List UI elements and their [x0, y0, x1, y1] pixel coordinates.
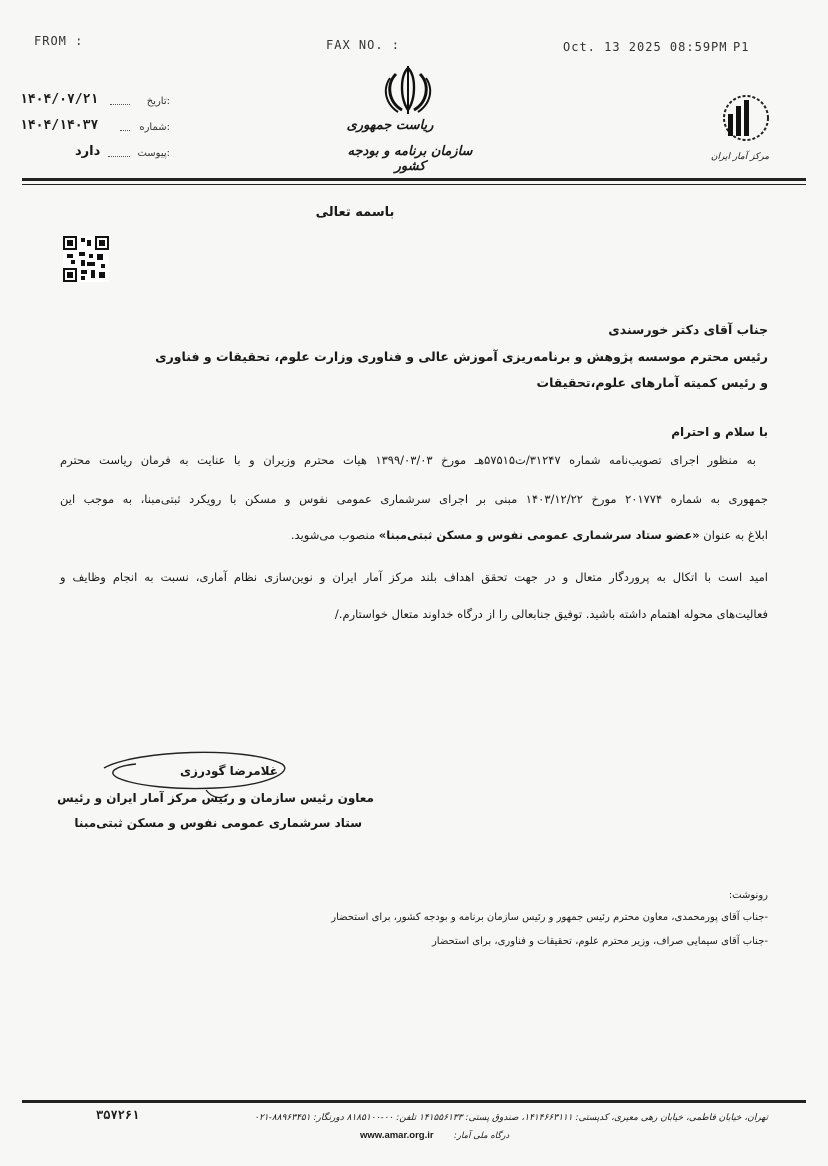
- body-line-5: فعالیت‌های محوله اهتمام داشته باشید. توفیق جنابعالی را از درگاه خداوند متعال خواستارم./: [334, 607, 768, 621]
- fax-number-label: FAX NO. :: [326, 38, 401, 52]
- body-line-3-prefix: ابلاغ به عنوان: [703, 528, 768, 542]
- sci-logo-icon: [714, 92, 770, 148]
- meta-number-value: ۱۴۰۴/۱۴۰۳۷: [20, 118, 99, 133]
- fax-from-label: FROM :: [34, 34, 84, 48]
- fax-timestamp: Oct. 13 2025 08:59PM: [563, 40, 728, 54]
- footer-website[interactable]: www.amar.org.ir: [360, 1130, 434, 1141]
- meta-number-dots: [120, 130, 130, 131]
- body-line-2: جمهوری به شماره ۲۰۱۷۷۴ مورخ ۱۴۰۳/۱۲/۲۲ مبنی بر اجرای سرشماری عمومی نفوس و مسکن با رویکرد ثبتی‌مبنا، به موجب این: [60, 492, 768, 506]
- meta-number-row: [20, 118, 170, 136]
- meta-attachment-value: دارد: [75, 144, 101, 159]
- footer-address: تهران، خیابان فاطمی، خیابان رهی معیری، کدپستی: ۱۴۱۴۶۶۳۱۱۱، صندوق پستی: ۱۴۱۵۵۶۱۳۳ تلفن: ۰۰-۸۱۸۵۱۰۰ دورنگار: ۸۸۹۶۳۴۵۱-۰۲۱: [254, 1113, 768, 1123]
- header-rule-thin: [22, 184, 806, 185]
- footer-code: ۳۵۷۲۶۱: [96, 1108, 140, 1122]
- recipient-name: جناب آقای دکتر خورسندی: [608, 322, 768, 337]
- org-line2: سازمان برنامه و بودجه کشور: [347, 144, 473, 174]
- cc-line-2: -جناب آقای سیمایی صراف، وزیر محترم علوم، تحقیقات و فناوری، برای استحضار: [431, 936, 768, 947]
- meta-block: [20, 92, 170, 162]
- signatory-name: غلامرضا گودرزی: [180, 764, 278, 778]
- cc-label: رونوشت:: [728, 890, 768, 901]
- body-line-3: [291, 528, 768, 542]
- body-line-3-suffix: منصوب می‌شوید.: [290, 528, 376, 542]
- header-rule-thick: [22, 178, 806, 181]
- signatory-title-2: ستاد سرشماری عمومی نفوس و مسکن ثبتی‌مبنا: [74, 816, 362, 830]
- recipient-committee: و رئیس کمیته آمارهای علوم،تحقیقات: [536, 375, 768, 390]
- body-line-3-role: «عضو ستاد سرشماری عمومی نفوس و مسکن ثبتی‌مبنا»: [378, 528, 700, 542]
- meta-attachment-label: پیوست:: [137, 148, 170, 159]
- qr-code[interactable]: [63, 236, 109, 282]
- footer-rule: [22, 1100, 806, 1103]
- body-line-1: به منظور اجرای تصویب‌نامه شماره ۳۱۲۴۷/ت۵۷۵۱۵هـ مورخ ۱۳۹۹/۰۳/۰۳ هیات محترم وزیران و با عنایت به فرمان ریاست محترم: [60, 453, 756, 467]
- cc-line-1: -جناب آقای پورمحمدی، معاون محترم رئیس جمهور و رئیس سازمان برنامه و بودجه کشور، برای استحضار: [331, 912, 768, 923]
- iran-emblem-icon: [380, 64, 436, 116]
- recipient-title: رئیس محترم موسسه پژوهش و برنامه‌ریزی آموزش عالی و فناوری وزارت علوم، تحقیقات و فناوری: [155, 349, 768, 364]
- footer-website-label: درگاه ملی آمار:: [454, 1131, 510, 1141]
- body-line-4: امید است با اتکال به پروردگار متعال و در جهت تحقق اهداف بلند مرکز آمار ایران و نوین‌سازی نظام آماری، نسبت به انجام وظایف و: [60, 570, 768, 584]
- bismillah: باسمه تعالی: [315, 205, 395, 220]
- meta-date-row: [20, 92, 170, 110]
- sci-logo-text: مرکز آمار ایران: [710, 152, 770, 162]
- signatory-title-1: معاون رئیس سازمان و رئیس مرکز آمار ایران و رئیس: [57, 791, 374, 805]
- meta-attachment-dots: [108, 156, 130, 157]
- meta-date-dots: [110, 104, 130, 105]
- meta-attachment-row: [20, 144, 170, 162]
- meta-date-label: تاریخ:: [146, 96, 170, 107]
- org-line1: ریاست جمهوری: [346, 118, 434, 133]
- greeting: با سلام و احترام: [671, 425, 768, 439]
- meta-number-label: شماره:: [139, 122, 170, 133]
- fax-page-number: P1: [733, 40, 750, 54]
- meta-date-value: ۱۴۰۴/۰۷/۲۱: [20, 92, 99, 107]
